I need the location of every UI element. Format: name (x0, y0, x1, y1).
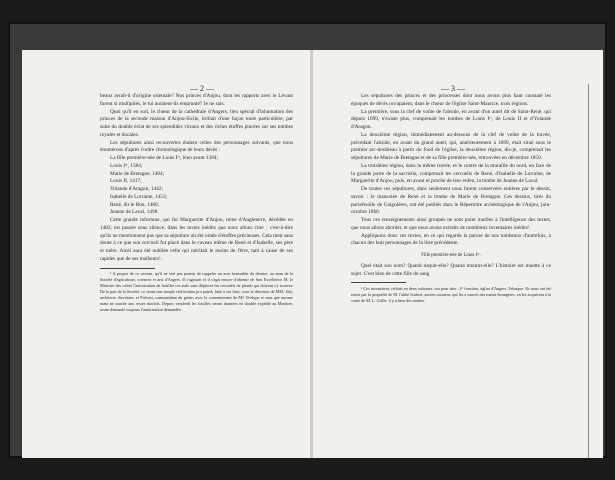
right-page-text (351, 93, 551, 304)
footnote-divider (100, 268, 155, 269)
section-heading: Fille première-née de Louis Iᵉʳ. (421, 253, 481, 258)
paragraph: La deuxième région, immédiatement au-dessous de la clef de voûte de la travée, précédant l'abside, en avant du grand autel, qui, antérieurement à 1699, était situé sous le premier arc-doubleau à partir du fond de l'église, la deuxième région, dis-je, comprenait les sépultures de Marie de Bretagne et de sa fille première-née, retrouvées en décembre 1850. (351, 131, 551, 161)
list-item: Marie de Bretagne, 1404; (110, 170, 165, 177)
paragraph: La troisième région, dans la même travée, et le centre de la muraille du nord, en face de la grande porte de la sacristie, comprenait les cercueils de René, d'Isabelle de Lorraine, de Marguerite d'Anjou, puis, en avant et proche de leur enfeu, la tombe de Jeanne de Laval. (351, 162, 551, 185)
paragraph: Quel était son nom? Quand naquit-elle? Quand mourut-elle? L'histoire est muette à ce sujet. C'est bien de cette fille de sang (351, 262, 551, 277)
left-page-text (100, 93, 293, 312)
footnote: ¹ Ces inventaires, réduits en deux volumes, ont pour titre : Iᵉʳ fonction, église d'Angers. Fabrique. Ils nous ont été remis par la propriété de M. l'abbé Joubert, ancien curateur, qui les a sauvés des mains étrangères, en les acquérant à la vente de M. L. Grille, il y a bien des années. (351, 285, 551, 303)
page-edge-mark (588, 84, 597, 458)
paragraph: Tous ces renseignements ainsi groupés ne sont point inutiles à l'intelligence des textes, que nous allons aborder, et que nous avons extraits de nombreux inventaires inédits¹. (351, 217, 551, 231)
page-number: — 2 — (190, 84, 214, 93)
footnote: ¹ A propos de ce caveau, qu'il ne soit pas permis de rappeler un acte honorable du dernier, au nom de la Société d'agriculture, sciences et arts d'Angers. Il s'agissait et il s'agit encore d'obtenir de Son Excellence M. le Ministre des cultes l'autorisation de fouiller cet asile sans déplacer les cercueils de plomb qui doivent s'y trouver. De la part de la Société, ce serait une simple vérification pro patriâ, faite à ses frais, sous la direction de MM. Joly, architecte diocésain, et Prévost, commandant du génie, avec le consentement de Mᵍʳ l'évêque et sans que aucune main ne touche aux restes mortels. Depuis vendredi les fouilles seront données en double expédié au Ministre, avant demande toujours l'autorisation demandée. (100, 271, 293, 312)
left-page (22, 50, 312, 458)
list-item: Yolande d'Aragon, 1442; (110, 186, 163, 192)
list-item: Louis Iᵉʳ, 1384; (110, 162, 143, 169)
footnote-divider (351, 282, 406, 283)
paragraph: Cette grande infortune, qui fut Marguerite d'Anjou, reine d'Angleterre, décédée en 1482, est passée sous silence, dans les textes inédits que nous allons citer : c'est-à-dire qu'ils ne mentionnent pas que sa sépulture ait été ornée d'étoffes précieuses. Cela tient sans doute à ce que son cercueil fut placé dans le caveau même de René et d'Isabelle, ses père et mère. Ainsi aura été oubliée celle qui méritait le moins de l'être, tant à cause de ses rapides que de ses malheurs¹. (100, 217, 293, 262)
paragraph: Les sépultures ainsi recouvertes étaient celles des personnages suivants, que nous énumérons d'après l'ordre chronologique de leurs décès : (100, 139, 293, 154)
paragraph: Appliquons donc ces textes, en ce qui regarde la parure de nos tombeaux d'autrefois, à chacun des huit personnages de la liste précédente. (351, 232, 551, 247)
list-item: René, dit le Bon, 1480; (110, 201, 160, 208)
book-scan-frame (8, 22, 607, 458)
list-item: La fille première-née de Louis Iᵉʳ, bien avant 1384; (110, 155, 218, 161)
list-item: Jeanne de Laval, 1498. (110, 209, 159, 216)
list-item: Louis II, 1417; (110, 178, 142, 185)
paragraph: La première, sous la clef de voûte de l'abside, en avant d'un autel dit de Saint-René, qui depuis 1699, n'existe plus, comprenait les tombes de Louis Iᵉʳ, de Louis II et d'Yolande d'Aragon. (351, 108, 551, 130)
paragraph: beaux seraît-il d'origine orientale? Nos princes d'Anjou, dont les rapports avec le Levant furent si multipliés, le lui auraient-ils emprunté? Je ne sais. (100, 93, 293, 107)
paragraph: Les sépultures des princes et des princesses dont nous avons plus haut constaté les époques de décès occupaient, dans le chœur de l'église Saint-Maurice, trois régions. (351, 93, 551, 107)
right-page (313, 50, 603, 458)
list-item: Isabelle de Lorraine, 1453; (110, 193, 168, 200)
paragraph: Quoi qu'il en soit, le chœur de la cathédrale d'Angers, lieu spécial d'inhumation des princes de la seconde maison d'Anjou-Sicile, brillait d'une façon toute particulière, par suite du double éclat de ses splendides vitraux et des riches étoffes placées sur ses tombes royales et ducales. (100, 108, 293, 138)
paragraph: De toutes ces sépultures, dans seulement nous furent conservées entières par le dessin, savoir : le mausolée de René et la tombe de Marie de Bretagne. Ces dessins, tirés du portefeuille de Gaignières, ont été publiés dans le Répertoire archéologique de l'Anjou, juin-octobre 1866. (351, 186, 551, 216)
burial-list (100, 155, 293, 217)
page-number: — 3 — (441, 84, 465, 93)
